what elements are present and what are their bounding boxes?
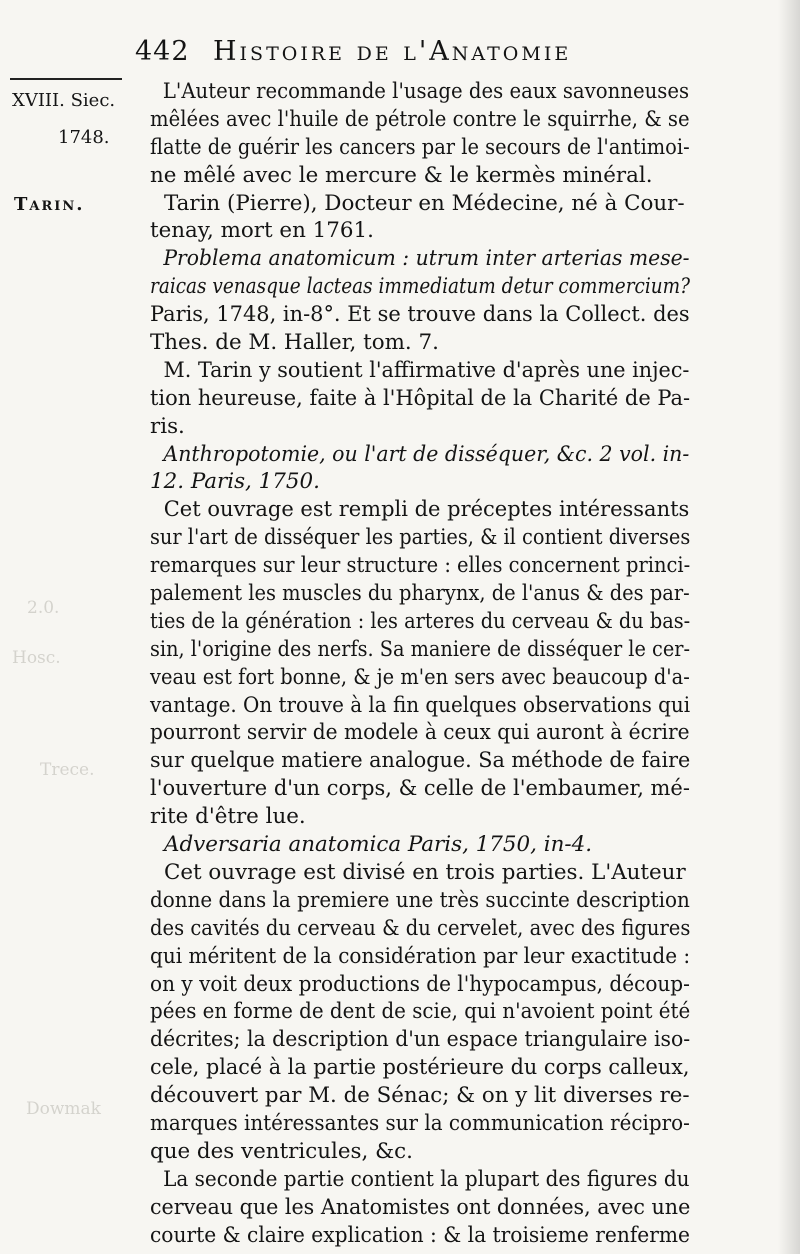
text-line: Tarin (Pierre), Docteur en Médecine, né à Cour- [164,190,685,216]
text-line: La seconde partie contient la plupart des figures du [163,1166,690,1192]
text-line: Cet ouvrage est divisé en trois parties. L'Auteur [164,859,686,885]
page-edge-shadow [778,0,800,1254]
text-line: donne dans la premiere une très succinte description [150,887,690,913]
text-line: flatte de guérir les cancers par le secours de l'antimoi- [150,134,690,160]
text-line: que des ventricules, &c. [150,1138,413,1164]
text-line: on y voit deux productions de l'hypocampus, découp- [150,971,690,997]
text-line: des cavités du cerveau & du cervelet, avec des figures [150,915,691,941]
margin-century: XVIII. Siec. [12,90,116,111]
margin-rule [10,78,122,80]
text-line: tenay, mort en 1761. [150,218,374,244]
text-line: qui méritent de la considération par leur exactitude : [150,943,691,969]
text-line: ris. [150,413,185,439]
text-line: mêlées avec l'huile de pétrole contre le squirrhe, & se [150,106,690,132]
text-line: Cet ouvrage est rempli de préceptes intéressants [163,497,690,523]
running-title: Histoire de l'Anatomie [213,36,572,67]
margin-author: Tarin. [14,194,85,215]
bleed-through-text: Trece. [40,760,95,780]
text-line: marques intéressantes sur la communication récipro- [150,1110,690,1136]
text-line: cerveau que les Anatomistes ont données, avec une [150,1194,691,1220]
text-line: M. Tarin y soutient l'affirmative d'après une injec- [163,357,690,383]
text-line: cele, placé à la partie postérieure du corps calleux, [150,1055,690,1081]
text-line: découvert par M. de Sénac; & on y lit diverses re- [150,1083,690,1109]
text-line: raicas venasque lacteas immediatum detur commercium? [150,274,691,300]
text-line: palement les muscles du pharynx, de l'anus & des par- [150,581,690,607]
text-line: Paris, 1748, in-8°. Et se trouve dans la Collect. des [150,302,690,328]
text-line: L'Auteur recommande l'usage des eaux savonneuses [162,79,690,104]
page-number: 442 [135,36,190,67]
bleed-through-text: Dowmak [26,1099,101,1119]
text-line: remarques sur leur structure : elles concernent princi- [150,553,691,579]
text-line: sur l'art de disséquer les parties, & il contient diverses [150,525,691,551]
text-line: Anthropotomie, ou l'art de disséquer, &c. 2 vol. in- [163,441,690,467]
text-line: rite d'être lue. [150,804,306,830]
margin-year: 1748. [58,127,110,148]
text-line: décrites; la description d'un espace triangulaire iso- [150,1027,691,1053]
text-line: l'ouverture d'un corps, & celle de l'embaumer, mé- [150,776,690,802]
text-line: Problema anatomicum : utrum inter arterias mese- [163,246,690,272]
bleed-through-text: Hosc. [12,648,61,668]
text-line: courte & claire explication : & la troisieme renferme [150,1222,691,1248]
text-line: pées en forme de dent de scie, qui n'avoient point été [150,999,691,1025]
bleed-through-text: 2.0. [27,598,60,618]
text-line: Adversaria anatomica Paris, 1750, in-4. [164,832,592,858]
text-line: Thes. de M. Haller, tom. 7. [150,330,439,356]
text-line: ne mêlé avec le mercure & le kermès minéral. [150,162,653,188]
text-line: 12. Paris, 1750. [150,469,320,495]
text-line: ties de la génération : les arteres du cerveau & du bas- [150,608,691,634]
text-line: tion heureuse, faite à l'Hôpital de la Charité de Pa- [150,385,691,411]
text-line: veau est fort bonne, & je m'en sers avec beaucoup d'a- [150,664,690,690]
text-line: sin, l'origine des nerfs. Sa maniere de disséquer le cer- [150,636,690,662]
running-header [135,36,625,76]
body-text [150,78,690,1249]
text-line: vantage. On trouve à la fin quelques observations qui [150,692,691,718]
text-line: sur quelque matiere analogue. Sa méthode de faire [150,748,691,774]
text-line: pourront servir de modele à ceux qui auront à écrire [150,720,690,746]
